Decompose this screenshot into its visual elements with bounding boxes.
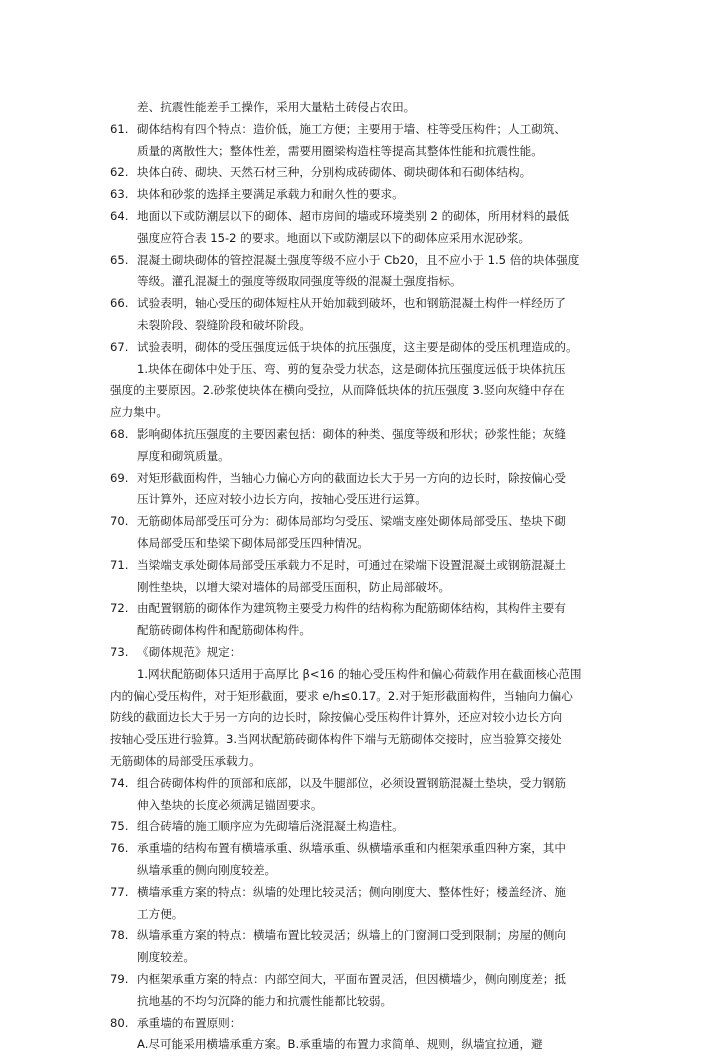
text-line: 未裂阶段、裂缝阶段和破坏阶段。 bbox=[137, 317, 311, 332]
item-number: 67. bbox=[110, 339, 129, 354]
item-text bbox=[137, 337, 618, 359]
item-text bbox=[137, 642, 618, 664]
item-text bbox=[137, 555, 618, 599]
item-number: 70. bbox=[110, 514, 129, 529]
text-line: 块体白砖、砌块、天然石材三种，分别构成砖砌体、砌块砌体和石砌体结构。 bbox=[137, 165, 532, 180]
item-number: 76. bbox=[110, 841, 129, 856]
paragraph bbox=[110, 359, 618, 424]
item-text bbox=[137, 838, 618, 882]
text-line: 等级。灌孔混凝土的强度等级取同强度等级的混凝土强度指标。 bbox=[137, 274, 462, 289]
item-text bbox=[137, 184, 618, 206]
item-number: 72. bbox=[110, 601, 129, 616]
item-text bbox=[137, 119, 618, 163]
paragraph-line: 防线的截面边长大于另一方向的边长时，除按偏心受压构件计算外，还应对较小边长方向 bbox=[110, 710, 563, 725]
item-text bbox=[137, 925, 618, 969]
paragraph bbox=[110, 664, 618, 773]
text-line: 横墙承重方案的特点：纵墙的处理比较灵活；侧向刚度大、整体性好；楼盖经济、施 bbox=[137, 884, 566, 899]
paragraph-line: A.尽可能采用横墙承重方案。B.承重墙的布置力求简单、规则，纵墙宜拉通，避 bbox=[137, 1037, 543, 1052]
text-line: 刚度较差。 bbox=[137, 950, 195, 965]
item-text bbox=[137, 511, 618, 555]
text-line: 试验表明，砌体的受压强度远低于块体的抗压强度，这主要是砌体的受压机理造成的。 bbox=[137, 339, 578, 354]
text-line: 由配置钢筋的砌体作为建筑物主要受力构件的结构称为配筋砌体结构，其构件主要有 bbox=[137, 601, 566, 616]
text-line: 组合砖砌体构件的顶部和底部，以及牛腿部位，必须设置钢筋混凝土垫块，受力钢筋 bbox=[137, 775, 566, 790]
text-line: 当梁端支承处砌体局部受压承载力不足时，可通过在梁端下设置混凝土或钢筋混凝土 bbox=[137, 557, 566, 572]
item-number: 62. bbox=[110, 165, 129, 180]
item-text bbox=[137, 598, 618, 642]
item-text bbox=[137, 816, 618, 838]
text-line: 体局部受压和垫梁下砌体局部受压四种情况。 bbox=[137, 535, 369, 550]
item-text bbox=[137, 468, 618, 512]
item-number: 78. bbox=[110, 928, 129, 943]
text-line: 块体和砂浆的选择主要满足承载力和耐久性的要求。 bbox=[137, 187, 404, 202]
paragraph bbox=[110, 1034, 618, 1056]
item-number: 66. bbox=[110, 296, 129, 311]
text-line: 对矩形截面构件，当轴心力偏心方向的截面边长大于另一方向的边长时，除按偏心受 bbox=[137, 470, 566, 485]
text-line: 砌体结构有四个特点：造价低，施工方便；主要用于墙、柱等受压构件；人工砌筑、 bbox=[137, 121, 566, 136]
text-line: 抗地基的不均匀沉降的能力和抗震性能都比较弱。 bbox=[137, 993, 393, 1008]
item-number: 73. bbox=[110, 645, 129, 659]
text-line: 试验表明，轴心受压的砌体短柱从开始加载到破坏，也和钢筋混凝土构件一样经历了 bbox=[137, 296, 566, 311]
item-text bbox=[137, 206, 618, 250]
item-number: 64. bbox=[110, 209, 129, 223]
item-text bbox=[137, 969, 618, 1013]
text-line: 质量的离散性大；整体性差，需要用圈梁构造柱等提高其整体性能和抗震性能。 bbox=[137, 143, 543, 158]
paragraph-line: 无筋砌体的局部受压承载力。 bbox=[110, 753, 261, 768]
item-number: 75. bbox=[110, 819, 129, 834]
item-number: 74. bbox=[110, 775, 129, 790]
item-number: 79. bbox=[110, 972, 129, 986]
text-line: 无筋砌体局部受压可分为：砌体局部均匀受压、梁端支座处砌体局部受压、垫块下砌 bbox=[137, 514, 566, 529]
paragraph-line: 内的偏心受压构件，对于矩形截面，要求 e/h≤0.17。2.对于矩形截面构件，当轴向力偏心 bbox=[110, 688, 573, 703]
item-text bbox=[137, 250, 618, 294]
item-number: 68. bbox=[110, 427, 129, 441]
text-line: 《砌体规范》规定： bbox=[137, 645, 242, 659]
item-text bbox=[137, 1013, 618, 1035]
item-text bbox=[137, 293, 618, 337]
text-line: 承重墙的布置原则： bbox=[137, 1015, 242, 1030]
paragraph-line: 应力集中。 bbox=[110, 405, 168, 420]
item-number: 80. bbox=[110, 1015, 129, 1030]
item-text bbox=[137, 773, 618, 817]
text-line: 混凝土砌块砌体的管控混凝土强度等级不应小于 Cb20，且不应小于 1.5 倍的块体强度 bbox=[137, 252, 580, 267]
item-text bbox=[137, 882, 618, 926]
paragraph-line: 强度的主要原因。2.砂浆使块体在横向受拉，从而降低块体的抗压强度 3.竖向灰缝中存在 bbox=[110, 383, 565, 398]
item-number: 71. bbox=[110, 557, 129, 572]
text-line: 影响砌体抗压强度的主要因素包括：砌体的种类、强度等级和形状；砂浆性能；灰缝 bbox=[137, 427, 566, 441]
text-line: 伸入垫块的长度必须满足锚固要求。 bbox=[137, 797, 323, 812]
text-line: 配筋砖砌体构件和配筋砌体构件。 bbox=[137, 623, 311, 638]
item-number: 77. bbox=[110, 884, 129, 899]
item-text bbox=[137, 162, 618, 184]
paragraph-line: 1.网状配筋砌体只适用于高厚比 β<16 的轴心受压构件和偏心荷载作用在截面核心范围 bbox=[137, 666, 582, 681]
text-line: 工方便。 bbox=[137, 906, 184, 921]
text-line: 承重墙的结构布置有横墙承重、纵墙承重、纵横墙承重和内框架承重四种方案，其中 bbox=[137, 841, 566, 856]
text-line: 地面以下或防潮层以下的砌体、超市房间的墙或环境类别 2 的砌体，所用材料的最低 bbox=[137, 209, 570, 223]
item-number: 69. bbox=[110, 470, 129, 485]
text-line: 组合砖墙的施工顺序应为先砌墙后浇混凝土构造柱。 bbox=[137, 819, 404, 834]
paragraph-line: 按轴心受压进行验算。3.当网状配筋砖砌体构件下端与无筋砌体交接时，应当验算交接处 bbox=[110, 732, 562, 747]
text-line: 差、抗震性能差手工操作，采用大量粘土砖侵占农田。 bbox=[137, 100, 416, 114]
text-line: 纵墙承重方案的特点：横墙布置比较灵活；纵墙上的门窗洞口受到限制；房屋的侧向 bbox=[137, 928, 566, 943]
text-line: 强度应符合表 15-2 的要求。地面以下或防潮层以下的砌体应采用水泥砂浆。 bbox=[137, 230, 531, 245]
text-line: 厚度和砌筑质量。 bbox=[137, 448, 230, 463]
text-line: 纵墙承重的侧向刚度较差。 bbox=[137, 862, 277, 877]
item-number: 63. bbox=[110, 187, 129, 202]
paragraph-line: 1.块体在砌体中处于压、弯、剪的复杂受力状态，这是砌体抗压强度远低于块体抗压 bbox=[137, 361, 566, 376]
item-number: 65. bbox=[110, 252, 129, 267]
text-line: 压计算外，还应对较小边长方向，按轴心受压进行运算。 bbox=[137, 492, 427, 507]
text-line: 内框架承重方案的特点：内部空间大，平面布置灵活，但因横墙少，侧向刚度差；抵 bbox=[137, 972, 566, 986]
item-text bbox=[137, 424, 618, 468]
item-text bbox=[137, 97, 618, 119]
item-number: 61. bbox=[110, 121, 129, 136]
text-line: 刚性垫块，以增大梁对墙体的局部受压面积，防止局部破坏。 bbox=[137, 579, 451, 594]
